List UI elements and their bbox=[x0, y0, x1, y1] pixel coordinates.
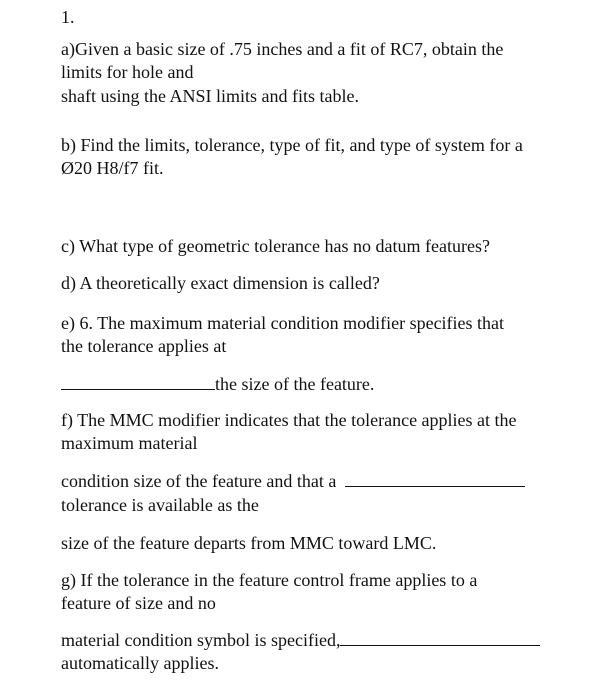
question-number: 1. bbox=[61, 7, 75, 27]
answer-blank-e[interactable] bbox=[61, 373, 215, 390]
part-g-line-3 bbox=[61, 629, 540, 651]
part-g-line-2: feature of size and no bbox=[61, 593, 216, 613]
answer-blank-g[interactable] bbox=[340, 629, 540, 646]
part-a-line-3: shaft using the ANSI limits and fits table. bbox=[61, 86, 359, 106]
part-g-line-1: g) If the tolerance in the feature control frame applies to a bbox=[61, 570, 478, 590]
part-e-line-1: e) 6. The maximum material condition modifier specifies that bbox=[61, 313, 505, 333]
part-f-line-2: maximum material bbox=[61, 433, 198, 453]
part-a-line-2: limits for hole and bbox=[61, 62, 194, 82]
part-b-line-1: b) Find the limits, tolerance, type of fit, and type of system for a bbox=[61, 135, 523, 155]
part-b-line-2: Ø20 H8/f7 fit. bbox=[61, 158, 164, 178]
part-e-line-3 bbox=[61, 373, 374, 395]
part-c-line-1: c) What type of geometric tolerance has no datum features? bbox=[61, 236, 490, 256]
part-f-line-5: size of the feature departs from MMC toward LMC. bbox=[61, 533, 437, 553]
part-f-line-3 bbox=[61, 470, 525, 492]
part-a-line-1: a)Given a basic size of .75 inches and a fit of RC7, obtain the bbox=[61, 39, 504, 59]
part-e-line-3-text: the size of the feature. bbox=[215, 374, 375, 394]
part-d-line-1: d) A theoretically exact dimension is called? bbox=[61, 273, 380, 293]
part-g-line-3-text: material condition symbol is specified, bbox=[61, 630, 341, 650]
part-f-line-1: f) The MMC modifier indicates that the tolerance applies at the bbox=[61, 410, 517, 430]
part-e-line-2: the tolerance applies at bbox=[61, 336, 227, 356]
part-g-line-4: automatically applies. bbox=[61, 653, 219, 673]
answer-blank-f[interactable] bbox=[345, 470, 525, 487]
part-f-line-3-text: condition size of the feature and that a bbox=[61, 471, 337, 491]
part-f-line-4: tolerance is available as the bbox=[61, 495, 259, 515]
